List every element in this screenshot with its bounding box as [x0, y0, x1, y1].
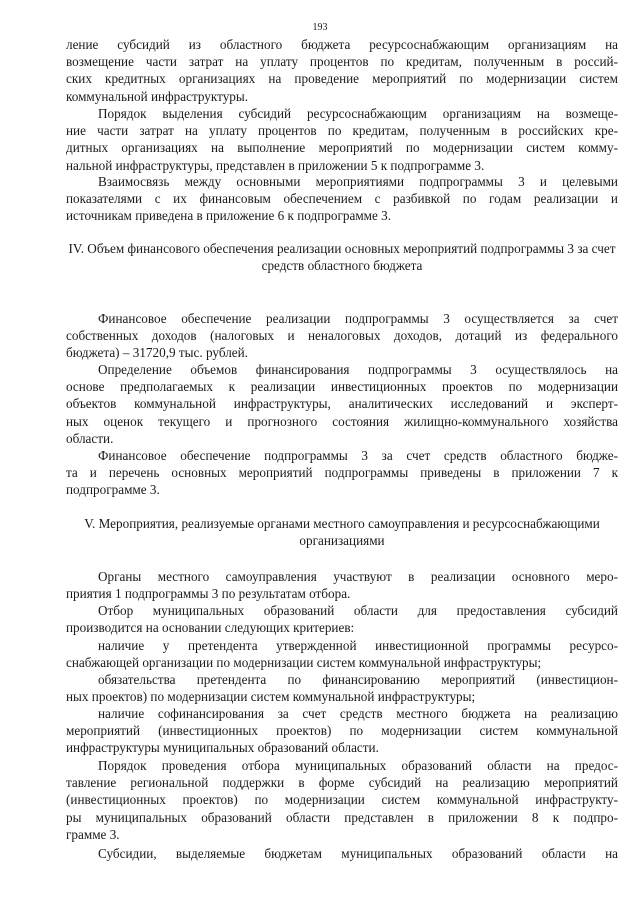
- criterion-investment-program: [66, 637, 618, 671]
- text-line: Порядок проведения отбора муниципальных образований области на предос-: [98, 758, 618, 773]
- paragraph-interrelation: [66, 173, 618, 225]
- paragraph-subsidy-intro: [66, 36, 618, 105]
- text-line: объектов коммунальной инфраструктуры, аналитических исследований и эксперт-: [66, 396, 618, 412]
- text-line: ры муниципальных образований области представлен в приложении 8 к подпро-: [66, 809, 618, 825]
- text-line: наличие софинансирования за счет средств местного бюджета на реализацию: [98, 706, 618, 721]
- section-heading-v: [66, 515, 618, 549]
- text-line: Отбор муниципальных образований области для предоставления субсидий: [98, 603, 618, 618]
- text-line: источникам приведена в приложение 6 к подпрограмме 3.: [66, 208, 392, 224]
- heading-line: основных мероприятий подпрограммы 3: [344, 241, 575, 256]
- heading-line: IV. Объем финансового обеспечения реализации: [68, 241, 342, 256]
- text-line: Субсидии, выделяемые бюджетам муниципальных образований области на: [98, 846, 618, 861]
- text-line: ние части затрат на уплату процентов по кредитам, полученным в российских кре-: [66, 123, 618, 139]
- text-line: области.: [66, 430, 114, 446]
- text-line: (инвестиционных проектов) по модернизации систем коммунальной инфраструкту-: [66, 792, 618, 808]
- text-line: Взаимосвязь между основными мероприятиями подпрограммы 3 и целевыми: [98, 174, 618, 189]
- text-line: дитных организациях на выполнение мероприятий по модернизации систем комму-: [66, 140, 618, 156]
- text-line: Органы местного самоуправления участвуют в реализации основного меро-: [98, 569, 618, 584]
- paragraph-local-authorities: [66, 568, 618, 602]
- paragraph-selection: [66, 602, 618, 636]
- text-line: возмещение части затрат на уплату процентов по кредитам, полученным в россий-: [66, 54, 618, 70]
- text-line: показателями с их финансовым обеспечением с разбивкой по годам реализации и: [66, 191, 618, 207]
- text-line: та и перечень основных мероприятий подпрограммы приведены в приложении 7 к: [66, 465, 618, 481]
- paragraph-activities-list: [66, 447, 618, 499]
- paragraph-subsidy-procedure: [66, 105, 618, 174]
- criterion-cofinancing: [66, 705, 618, 757]
- text-line: наличие у претендента утвержденной инвестиционной программы ресурсо-: [98, 638, 618, 653]
- text-line: ление субсидий из областного бюджета ресурсоснабжающим организациям на: [66, 37, 618, 52]
- text-line: тавление региональной поддержки в форме субсидий на реализацию мероприятий: [66, 775, 618, 791]
- text-line: Финансовое обеспечение подпрограммы 3 за счет средств областного бюдже-: [98, 448, 618, 463]
- text-line: грамме 3.: [66, 826, 120, 842]
- criterion-obligations: [66, 671, 618, 705]
- page-number: 193: [312, 22, 328, 33]
- text-line: снабжающей организации по модернизации систем коммунальной инфраструктуры;: [66, 655, 542, 671]
- text-line: ских кредитных организациях на проведение мероприятий по модернизации систем: [66, 71, 618, 87]
- text-line: инфраструктуры муниципальных образований области.: [66, 740, 379, 756]
- text-line: ных проектов) по модернизации систем коммунальной инфраструктуры;: [66, 689, 476, 705]
- paragraph-financial-support: [66, 310, 618, 362]
- paragraph-subsidies-allocated: [66, 845, 618, 862]
- text-line: коммунальной инфраструктуры.: [66, 88, 249, 104]
- text-line: бюджета) – 31720,9 тыс. рублей.: [66, 345, 248, 361]
- heading-line: за счет средств областного бюджета: [261, 241, 616, 274]
- text-line: собственных доходов (налоговых и неналоговых доходов, дотаций из федерального: [66, 328, 618, 344]
- text-line: подпрограмме 3.: [66, 482, 160, 498]
- paragraph-selection-procedure: [66, 757, 618, 843]
- text-line: Порядок выделения субсидий ресурсоснабжающим организациям на возмеще-: [98, 106, 618, 121]
- text-line: мероприятий (инвестиционных проектов) по модернизации систем коммунальной: [66, 723, 618, 739]
- text-line: ных оценок текущего и прогнозного состояния жилищно-коммунального хозяйства: [66, 413, 618, 429]
- text-line: приятия 1 подпрограммы 3 по результатам отбора.: [66, 586, 351, 602]
- text-line: производится на основании следующих критериев:: [66, 620, 355, 636]
- text-line: нальной инфраструктуры, представлен в приложении 5 к подпрограмме 3.: [66, 157, 485, 173]
- text-line: Определение объемов финансирования подпрограммы 3 осуществлялось на: [98, 362, 618, 377]
- text-line: обязательства претендента по финансированию мероприятий (инвестицион-: [98, 672, 618, 687]
- text-line: основе предполагаемых к реализации инвестиционных проектов по модернизации: [66, 379, 618, 395]
- section-heading-iv: [66, 240, 618, 274]
- heading-line: V. Мероприятия, реализуемые органами местного: [84, 516, 365, 531]
- heading-line: самоуправления и ресурсоснабжающими организациями: [299, 516, 600, 549]
- text-line: Финансовое обеспечение реализации подпрограммы 3 осуществляется за счет: [98, 311, 618, 326]
- paragraph-funding-determination: [66, 361, 618, 447]
